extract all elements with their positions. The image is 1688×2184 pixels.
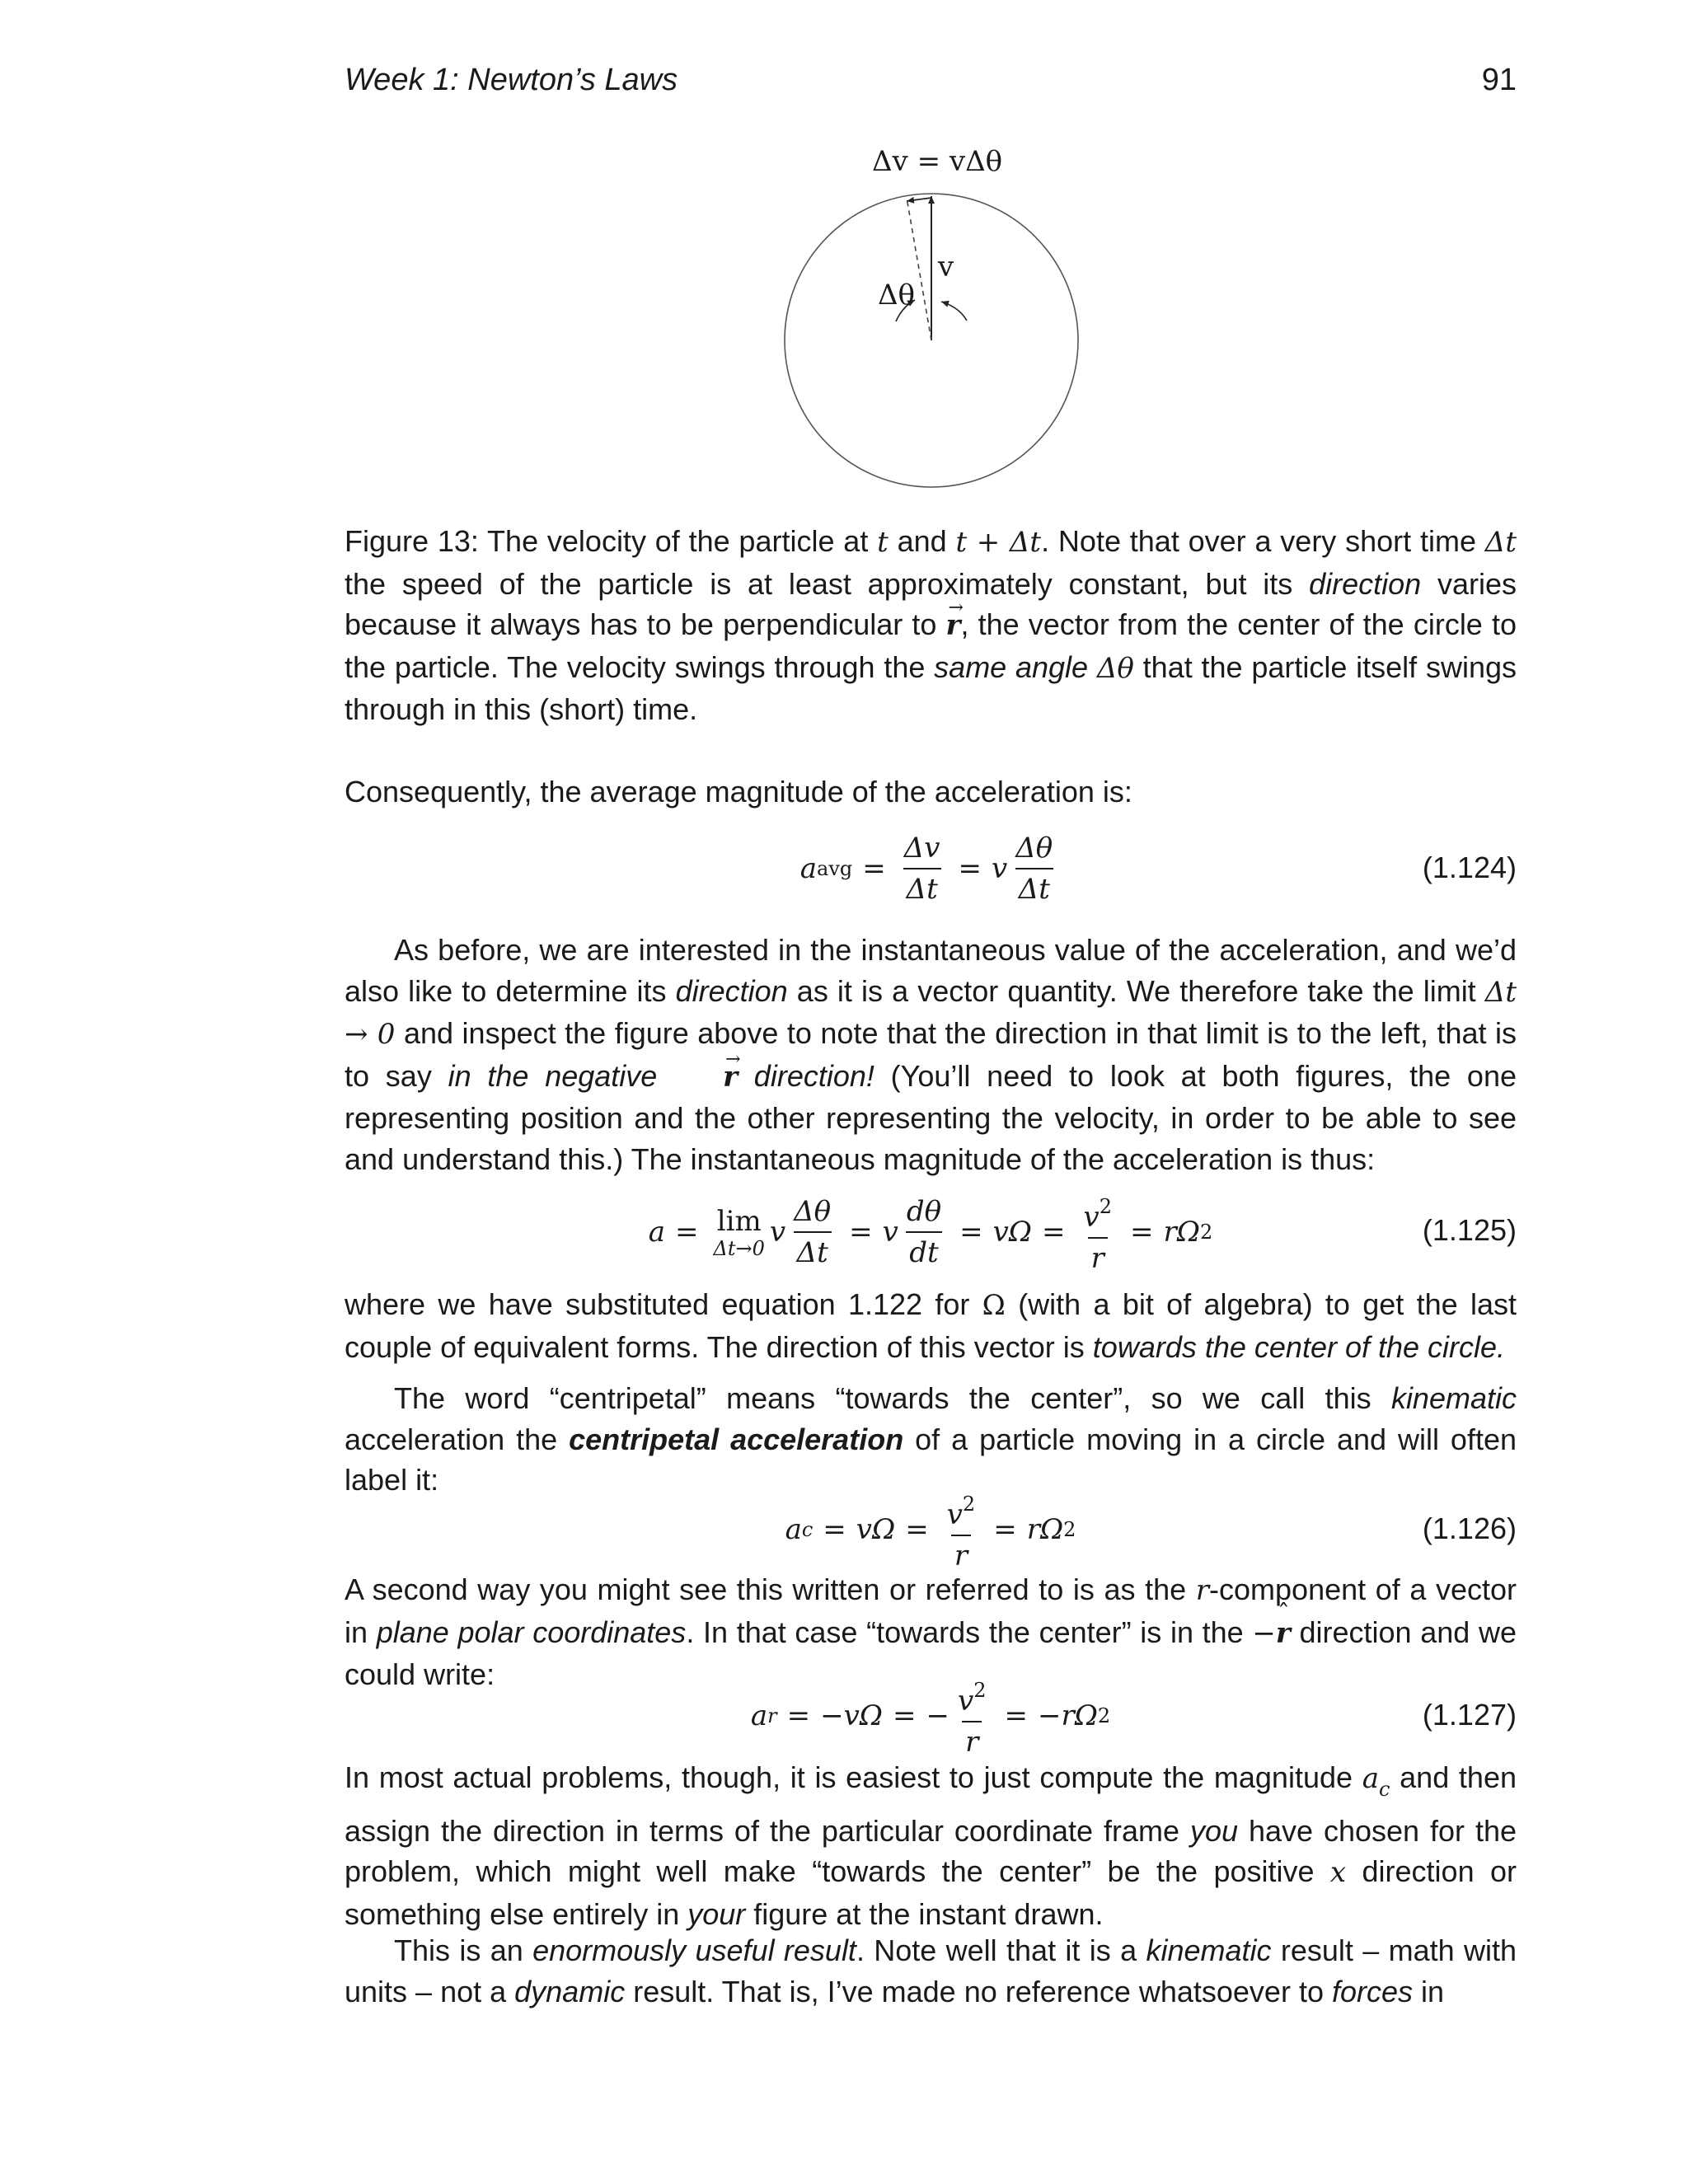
velocity-label: v: [938, 251, 954, 284]
angle-arc-right: [941, 302, 967, 321]
equation-number: (1.127): [1422, 1698, 1517, 1732]
page-header: [345, 63, 1517, 109]
paragraph-3: where we have substituted equation 1.122 for Ω (with a bit of algebra) to get the last couple of equivalent forms. The direction of this vector is towards the center of the circle.: [345, 1287, 1517, 1364]
r-hat-symbol: ˆ r: [1276, 1614, 1291, 1655]
figure-caption: Figure 13: The velocity of the particle at t and t + Δt. Note that over a very short time Δt the speed of the particle is at least approximately constant, but its direction varies because it always has to be perpendicular to → r, the vector from the center of the circle to the particle. The velocity swings through the same angle Δθ that the particle itself swings through in this (short) time.: [345, 521, 1517, 730]
velocity-circle-diagram: [775, 138, 1104, 501]
rotated-velocity-vector: [907, 198, 931, 340]
paragraph-5: A second way you might see this written or referred to is as the r-component of a vector in plane polar coordinates. In that case “towards the center” is in the −ˆ r direction and we could write:: [345, 1569, 1517, 1695]
delta-v-label: Δv = vΔθ: [872, 145, 1003, 178]
equation-number: (1.126): [1422, 1511, 1517, 1545]
paragraph-6: In most actual problems, though, it is easiest to just compute the magnitude $a_c$ and then assign the direction in terms of the particular coordinate frame you have chosen for the problem, which might well make “towards the center” be the positive x direction or something else entirely in your figure at the instant drawn.: [345, 1760, 1517, 1931]
document-page: Week 1: Newton’s Laws 91 Δv = vΔθ v Δθ Figure 13: The velocity of the particle at t and t + Δt. Note that over a very short time Δt the speed of the particle is at least approximately constant, but its direction varies because it always has to be perpendicular to → r, the vector from the center of the circle to the particle. The velocity swings through the same angle Δθ that the particle itself swings through in this (short) time. Consequently, the average magnitude of the acceleration is: a avg = $\frac{\Delta v}{\Delta t}$ = v $\frac{\Delta\theta}{\Delta t}$ (1.124) As before, we are interested in the instantaneous value of the acceleration, and we’d also like to determine its direction as it is a vector quantity. We therefore take the limit Δt → 0 and inspect the figure above to note that the direction in that limit is to the left, that is to say in the negative → r direction! (You’ll need to look at both figures, the one representing position and the other representing the velocity, in order to be able to see and understand this.) The instantaneous magnitude of the acceleration is thus: a = lim Δt→0 v $\frac{\Delta\theta}{\Delta t}$ = v $\frac{d\theta}{dt}$ = vΩ = $\frac{v^2}{r}$ = rΩ 2 (1.125) where we have substituted equation 1.122 for Ω (with a bit of algebra) to get the last couple of equivalent forms. The direction of this vector is towards the center of the circle. The word “centripetal” means “towards the center”, so we call this kinematic acceleration the centripetal acceleration of a particle moving in a circle and will often label it: a c = vΩ = $\frac{v^2}{r}$ = rΩ 2 (1.126) A second way you might see this written or referred to is as the r-component of a vector in plane polar coordinates. In that case “towards the center” is in the −ˆ r direction and we could write: a r = −vΩ = − $\frac{v^2}{r}$ = −rΩ 2 (1.127) In most actual problems, though, it is easiest to just compute the magnitude $a_c$ and then assign the direction in terms of the particular coordinate frame you have chosen for the problem, which might well make “towards the center” be the positive x direction or something else entirely in your figure at the instant drawn. This is an enormously useful result. Note well that it is a kinematic result – math with units – not a dynamic result. That is, I’ve made no reference whatsoever to forces in: [0, 0, 1688, 2184]
delta-theta-label: Δθ: [878, 279, 916, 312]
running-title: Week 1: Newton’s Laws: [345, 63, 678, 97]
paragraph-1: Consequently, the average magnitude of the acceleration is:: [345, 775, 1132, 808]
figure-13: [775, 138, 1104, 501]
paragraph-7: This is an enormously useful result. Note well that it is a kinematic result – math with units – not a dynamic result. That is, I’ve made no reference whatsoever to forces in: [345, 1933, 1517, 2008]
paragraph-4: The word “centripetal” means “towards the center”, so we call this kinematic acceleration the centripetal acceleration of a particle moving in a circle and will often label it:: [345, 1381, 1517, 1497]
equation-number: (1.125): [1422, 1213, 1517, 1247]
centripetal-acceleration-term: centripetal acceleration: [569, 1422, 904, 1456]
r-vector-symbol: → r: [946, 606, 961, 647]
page-number: 91: [1481, 63, 1517, 97]
delta-v-vector: [907, 198, 931, 201]
equation-number: (1.124): [1422, 851, 1517, 884]
r-vector-symbol: → r: [673, 1057, 738, 1099]
paragraph-2: As before, we are interested in the instantaneous value of the acceleration, and we’d also like to determine its direction as it is a vector quantity. We therefore take the limit Δt → 0 and inspect the figure above to note that the direction in that limit is to the left, that is to say in the negative → r direction! (You’ll need to look at both figures, the one representing position and the other representing the velocity, in order to be able to see and understand this.) The instantaneous magnitude of the acceleration is thus:: [345, 930, 1517, 1179]
